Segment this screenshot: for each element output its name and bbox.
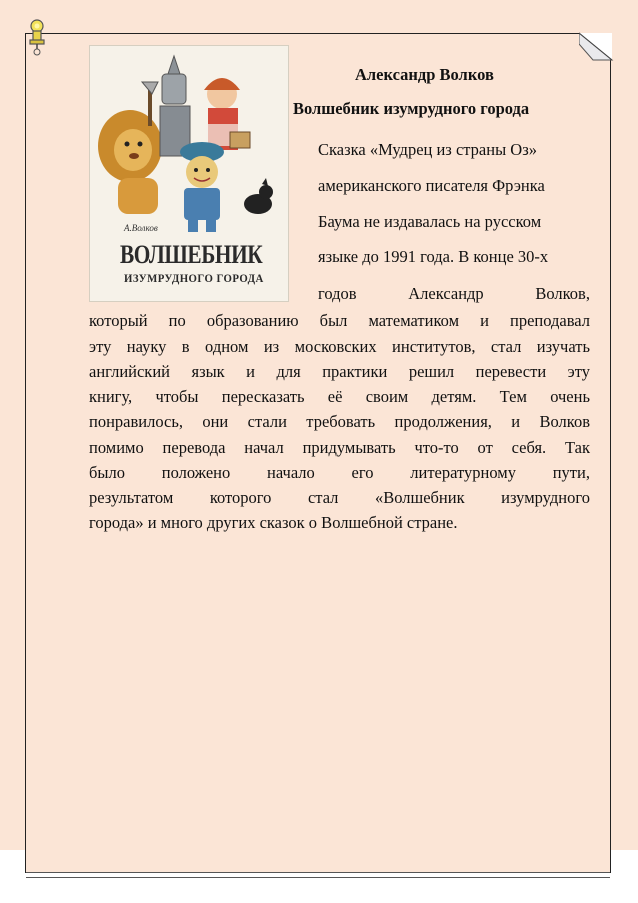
word: изумрудного <box>501 488 590 507</box>
word: положено <box>161 463 231 482</box>
cover-author: А.Волков <box>124 223 158 233</box>
word: результатом <box>89 488 174 507</box>
text-line-9: книгу, чтобы пересказать её своим детям. Тем очень <box>89 387 590 406</box>
word: Александр <box>408 284 484 303</box>
text-line-4: языке до 1991 года. В конце 30-х <box>318 247 549 266</box>
folded-corner-icon <box>579 30 615 64</box>
cover-title-sub: ИЗУМРУДНОГО ГОРОДА <box>124 271 264 285</box>
word: его <box>351 463 374 482</box>
frame-bottom-stripe <box>26 872 610 878</box>
text-line-7: эту науку в одном из московских институтов, стал изучать <box>89 337 590 356</box>
word: Волков, <box>535 284 590 303</box>
text-line-10: понравилось, они стали требовать продолжения, и Волков <box>89 412 590 431</box>
text-line-3: Баума не издавалась на русском <box>318 212 542 231</box>
pushpin-icon <box>26 18 48 58</box>
word: начало <box>267 463 315 482</box>
word: «Волшебник <box>374 488 465 507</box>
text-line-1: Сказка «Мудрец из страны Оз» <box>318 140 537 159</box>
word: которого <box>209 488 272 507</box>
book-title-heading: Волшебник изумрудного города <box>293 99 530 118</box>
word: пути, <box>552 463 590 482</box>
text-line-13 <box>89 488 590 508</box>
text-line-5 <box>318 284 590 304</box>
word: литературному <box>410 463 516 482</box>
text-line-11: помимо перевода начал придумывать что-то от себя. Так <box>89 438 590 457</box>
text-line-6: который по образованию был математиком и преподавал <box>89 311 590 330</box>
text-line-12 <box>89 463 590 483</box>
cover-title-main: ВОЛШЕБНИК <box>120 240 263 269</box>
text-line-14: города» и много других сказок о Волшебной стране. <box>89 513 458 532</box>
text-line-8: английский язык и для практики решил перевести эту <box>89 362 590 381</box>
word: стал <box>307 488 339 507</box>
book-cover-image <box>89 45 289 302</box>
word: было <box>89 463 125 482</box>
word: годов <box>318 284 357 303</box>
text-line-2: американского писателя Фрэнка <box>318 176 545 195</box>
author-heading: Александр Волков <box>355 65 494 84</box>
